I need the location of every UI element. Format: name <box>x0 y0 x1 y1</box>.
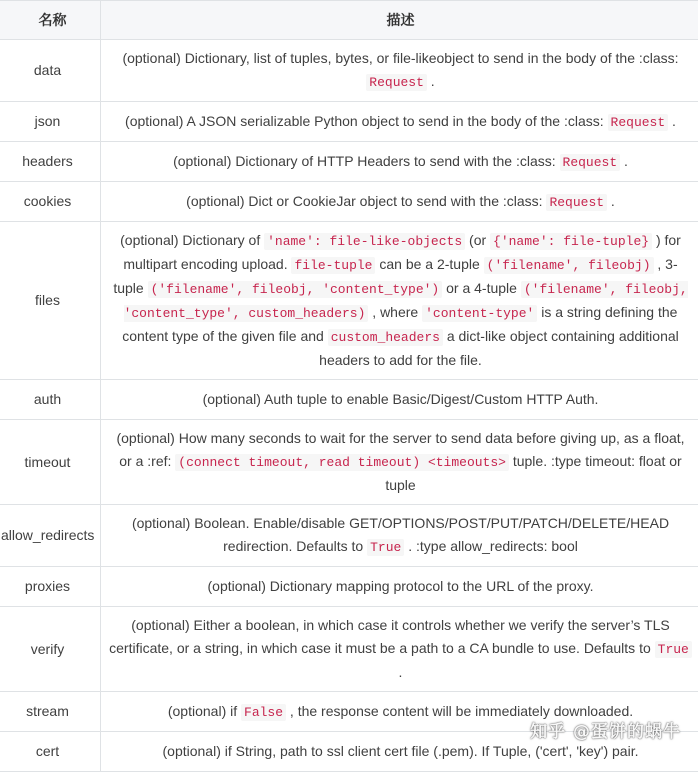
inline-code: Request <box>560 154 621 171</box>
inline-code: ('filename', fileobj, 'content_type', custom_headers) <box>124 281 688 322</box>
inline-code: (connect timeout, read timeout) <timeouts> <box>175 454 509 471</box>
inline-code: Request <box>546 194 607 211</box>
param-description <box>101 182 698 222</box>
description-text: (optional) Dictionary of HTTP Headers to send with the :class: <box>173 153 559 169</box>
param-description <box>101 607 698 692</box>
table-row <box>0 567 698 607</box>
param-description <box>101 505 698 567</box>
param-description <box>101 222 698 380</box>
inline-code: 'name': file-like-objects <box>264 233 465 250</box>
description-text: (optional) Boolean. Enable/disable GET/OPTIONS/POST/PUT/PATCH/DELETE/HEAD redirection. Defaults to <box>132 515 669 554</box>
param-name: cert <box>0 732 101 772</box>
description-text: , the response content will be immediately downloaded. <box>286 703 633 719</box>
table-row <box>0 380 698 420</box>
inline-code: custom_headers <box>328 329 443 346</box>
description-text: (optional) Dict or CookieJar object to send with the :class: <box>186 193 546 209</box>
description-text: , 3-tuple <box>113 256 677 296</box>
param-name: files <box>0 222 101 380</box>
param-description <box>101 567 698 607</box>
table-header-row <box>0 1 698 40</box>
param-description <box>101 420 698 505</box>
watermark: 知乎 @蛋饼的蜗牛 <box>530 717 681 742</box>
description-text: tuple. :type timeout: float or tuple <box>385 453 681 493</box>
description-text: (optional) Auth tuple to enable Basic/Digest/Custom HTTP Auth. <box>203 391 599 407</box>
param-name: auth <box>0 380 101 420</box>
inline-code: Request <box>366 74 427 91</box>
description-text: (optional) Dictionary mapping protocol to the URL of the proxy. <box>208 578 594 594</box>
param-name: json <box>0 102 101 142</box>
description-text: . <box>668 113 676 129</box>
table-row <box>0 182 698 222</box>
description-text: a dict-like object containing additional headers to add for the file. <box>319 328 679 368</box>
table-row <box>0 607 698 692</box>
description-text: can be a 2-tuple <box>375 256 483 272</box>
param-description <box>101 40 698 102</box>
param-name: timeout <box>0 420 101 505</box>
description-text: or a 4-tuple <box>442 280 521 296</box>
param-name: data <box>0 40 101 102</box>
inline-code: file-tuple <box>291 257 375 274</box>
description-text: ) for multipart encoding upload. <box>123 232 680 272</box>
inline-code: ('filename', fileobj, 'content_type') <box>148 281 443 298</box>
param-name: stream <box>0 692 101 732</box>
description-text: . <box>607 193 615 209</box>
param-description <box>101 102 698 142</box>
table-row <box>0 102 698 142</box>
table-row <box>0 142 698 182</box>
param-name: verify <box>0 607 101 692</box>
description-text: (optional) Dictionary, list of tuples, bytes, or file-likeobject to send in the body of the :class: <box>122 50 678 66</box>
param-name: proxies <box>0 567 101 607</box>
inline-code: True <box>655 641 692 658</box>
inline-code: 'content-type' <box>422 305 537 322</box>
param-name: headers <box>0 142 101 182</box>
description-text: . <box>427 73 435 89</box>
table-row <box>0 420 698 505</box>
description-text: (or <box>465 232 490 248</box>
description-text: , where <box>368 304 422 320</box>
inline-code: Request <box>608 114 669 131</box>
description-text: . <box>399 664 403 680</box>
description-text: (optional) A JSON serializable Python object to send in the body of the :class: <box>125 113 608 129</box>
description-column-header: 描述 <box>101 1 698 40</box>
description-text: is a string defining the content type of the given file and <box>122 304 677 344</box>
inline-code: False <box>241 704 286 721</box>
table-row <box>0 505 698 567</box>
table-row <box>0 222 698 380</box>
table-row <box>0 40 698 102</box>
name-column-header: 名称 <box>0 1 101 40</box>
inline-code: ('filename', fileobj) <box>484 257 654 274</box>
param-description <box>101 380 698 420</box>
inline-code: True <box>367 539 404 556</box>
inline-code: {'name': file-tuple} <box>490 233 652 250</box>
description-text: (optional) Dictionary of <box>120 232 264 248</box>
param-description <box>101 142 698 182</box>
description-text: (optional) if <box>168 703 241 719</box>
description-text: . :type allow_redirects: bool <box>404 538 578 554</box>
param-name: allow_redirects <box>0 505 101 567</box>
description-text: . <box>620 153 628 169</box>
description-text: (optional) How many seconds to wait for the server to send data before giving up, as a float, or a :ref: <box>116 430 684 469</box>
param-name: cookies <box>0 182 101 222</box>
description-text: (optional) Either a boolean, in which case it controls whether we verify the server’s TLS certificate, or a string, in which case it must be a path to a CA bundle to use. Defaults to <box>109 617 670 656</box>
description-text: (optional) if String, path to ssl client cert file (.pem). If Tuple, ('cert', 'key') pair. <box>163 743 639 759</box>
